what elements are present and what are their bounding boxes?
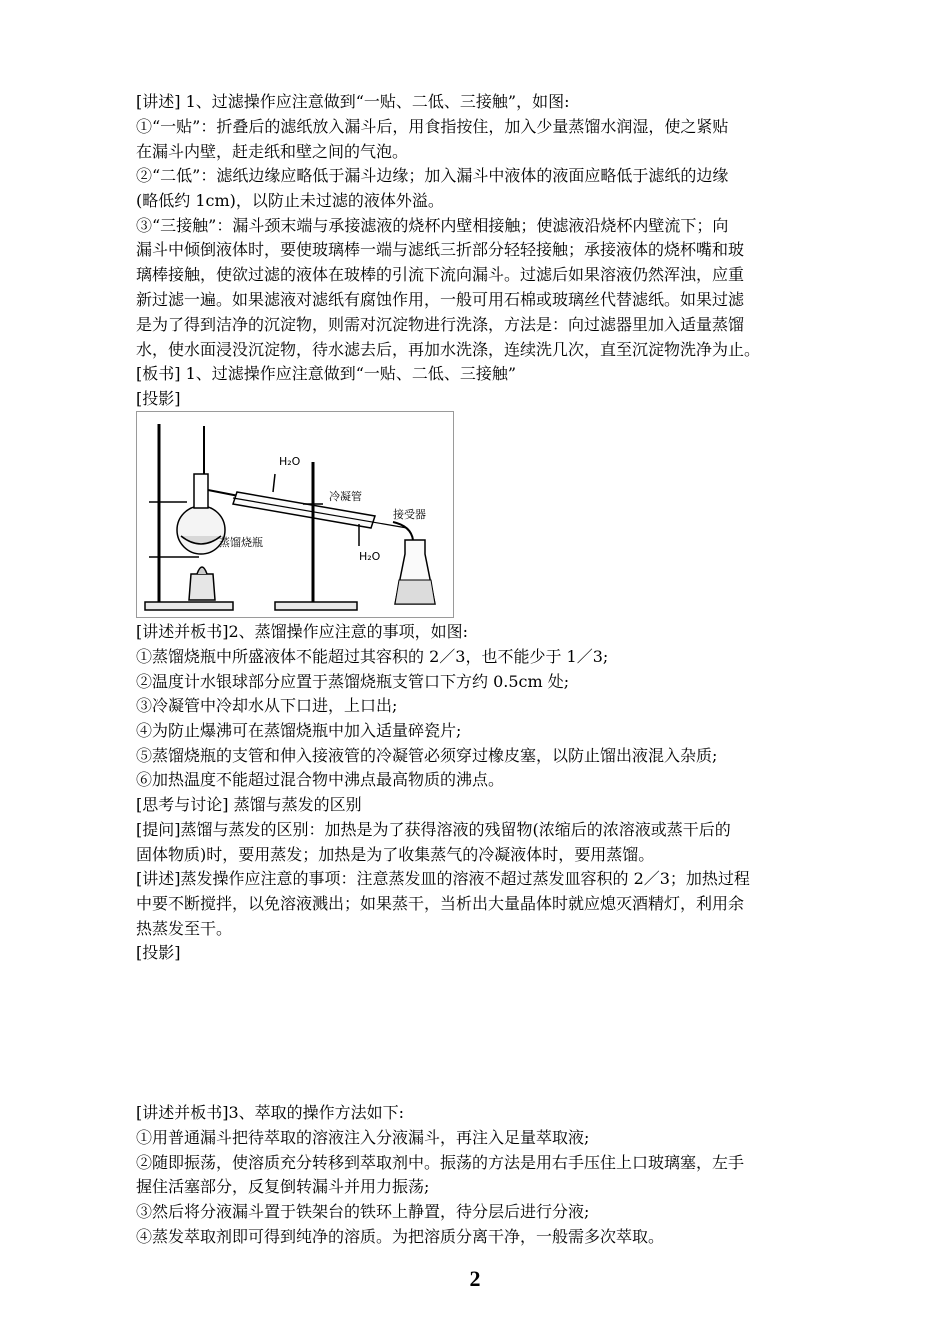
water-outlet-label: H₂O	[279, 455, 301, 468]
text-line: [板书] 1、过滤操作应注意做到“一贴、二低、三接触”	[136, 364, 517, 383]
distilling-flask	[177, 506, 225, 554]
text-line: ③“三接触”：漏斗颈末端与承接滤液的烧杯内壁相接触；使滤液沿烧杯内壁流下；向	[136, 216, 729, 235]
text-line: ①蒸馏烧瓶中所盛液体不能超过其容积的 2／3，也不能少于 1／3;	[136, 647, 609, 666]
text-line: 热蒸发至干。	[136, 919, 233, 938]
text-line: ①用普通漏斗把待萃取的溶液注入分液漏斗，再注入足量萃取液;	[136, 1128, 590, 1147]
text-line: ③冷凝管中冷却水从下口进，上口出;	[136, 696, 398, 715]
lamp-flame	[197, 567, 207, 574]
text-line: 璃棒接触，使欲过滤的液体在玻棒的引流下流向漏斗。过滤后如果溶液仍然浑浊，应重	[136, 265, 745, 284]
flask-neck	[194, 474, 208, 508]
condenser-inner-tube	[233, 498, 407, 528]
text-line: 新过滤一遍。如果滤液对滤纸有腐蚀作用，一般可用石棉或玻璃丝代替滤纸。如果过滤	[136, 290, 745, 309]
text-line: ②温度计水银球部分应置于蒸馏烧瓶支管口下方约 0.5cm 处;	[136, 672, 570, 691]
text-line: [投影]	[136, 389, 181, 408]
middle-stand-base	[275, 602, 357, 610]
text-line: ⑤蒸馏烧瓶的支管和伸入接液管的冷凝管必须穿过橡皮塞，以防止馏出液混入杂质;	[136, 746, 718, 765]
distillation-apparatus-figure	[136, 411, 454, 618]
text-line: ③然后将分液漏斗置于铁架台的铁环上静置，待分层后进行分液;	[136, 1202, 590, 1221]
stand-base	[145, 602, 233, 610]
distillation-apparatus-diagram	[137, 412, 453, 617]
text-line: ⑥加热温度不能超过混合物中沸点最高物质的沸点。	[136, 770, 505, 789]
text-line: 漏斗中倾倒液体时，要使玻璃棒一端与滤纸三折部分轻轻接触；承接液体的烧杯嘴和玻	[136, 240, 745, 259]
condenser-label: 冷凝管	[329, 490, 362, 503]
text-line: ②“二低”：滤纸边缘应略低于漏斗边缘；加入漏斗中液体的液面应略低于滤纸的边缘	[136, 166, 729, 185]
text-line: 固体物质)时，要用蒸发；加热是为了收集蒸气的冷凝液体时，要用蒸馏。	[136, 845, 655, 864]
text-line: [讲述并板书]3、萃取的操作方法如下:	[136, 1103, 405, 1122]
text-line: 水，使水面浸没沉淀物，待水滤去后，再加水洗涤，连续洗几次，直至沉淀物洗净为止。	[136, 340, 761, 359]
text-line: (略低约 1cm)，以防止未过滤的液体外溢。	[136, 191, 444, 210]
page-number: 2	[469, 1266, 481, 1291]
text-line: [讲述] 1、过滤操作应注意做到“一贴、二低、三接触”，如图:	[136, 92, 570, 111]
receiver-liquid	[395, 580, 435, 604]
adapter	[393, 522, 413, 540]
text-line: 在漏斗内壁，赶走纸和壁之间的气泡。	[136, 142, 409, 161]
text-line: [提问]蒸馏与蒸发的区别：加热是为了获得溶液的残留物(浓缩后的浓溶液或蒸干后的	[136, 820, 731, 839]
text-line: ④蒸发萃取剂即可得到纯净的溶质。为把溶质分离干净，一般需多次萃取。	[136, 1227, 665, 1246]
text-line: [讲述并板书]2、蒸馏操作应注意的事项，如图:	[136, 622, 469, 641]
text-line: [思考与讨论] 蒸馏与蒸发的区别	[136, 795, 362, 814]
condenser-water-outlet	[273, 474, 275, 492]
receiver-label: 接受器	[393, 508, 426, 521]
text-line: ②随即振荡，使溶质充分转移到萃取剂中。振荡的方法是用右手压住上口玻璃塞，左手	[136, 1153, 745, 1172]
alcohol-lamp	[189, 574, 215, 600]
text-line: ④为防止爆沸可在蒸馏烧瓶中加入适量碎瓷片;	[136, 721, 462, 740]
water-inlet-label: H₂O	[359, 550, 381, 563]
text-line: 握住活塞部分，反复倒转漏斗并用力振荡;	[136, 1177, 430, 1196]
text-line: 是为了得到洁净的沉淀物，则需对沉淀物进行洗涤，方法是：向过滤器里加入适量蒸馏	[136, 315, 745, 334]
text-line: 中要不断搅拌，以免溶液溅出；如果蒸干，当析出大量晶体时就应熄灭酒精灯，利用余	[136, 894, 745, 913]
text-line: ①“一贴”：折叠后的滤纸放入漏斗后，用食指按住，加入少量蒸馏水润湿，使之紧贴	[136, 117, 729, 136]
text-line: [投影]	[136, 943, 181, 962]
flask-label: 蒸馏烧瓶	[219, 536, 263, 549]
text-line: [讲述]蒸发操作应注意的事项：注意蒸发皿的溶液不超过蒸发皿容积的 2／3；加热过程	[136, 869, 750, 888]
